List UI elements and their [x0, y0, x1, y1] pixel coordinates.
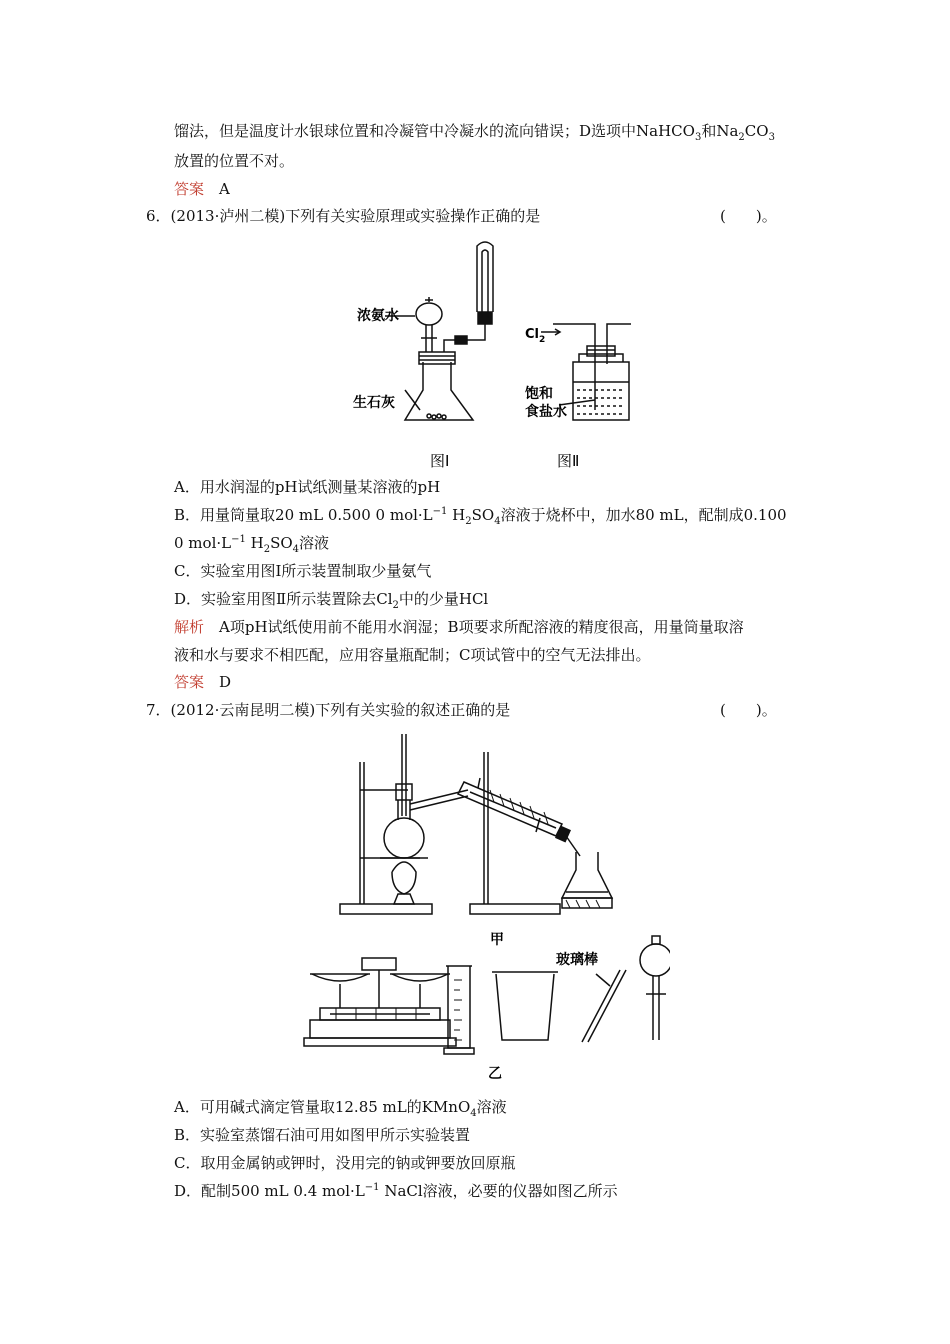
label-glass-rod: 玻璃棒 [556, 952, 598, 968]
q7-answer-paren: ( )。 [720, 701, 777, 719]
q6-option-d: D．实验室用图Ⅱ所示装置除去$Cl_2$中的少量HCl [174, 590, 489, 611]
q6-option-c: C．实验室用图Ⅰ所示装置制取少量氨气 [174, 562, 432, 580]
q6-option-a: A．用水润湿的pH试纸测量某溶液的pH [174, 478, 441, 496]
q7-stem: 7．(2012·云南昆明二模)下列有关实验的叙述正确的是 [146, 701, 511, 719]
analysis-label: 解析 [174, 618, 205, 636]
label-brine-2: 食盐水 [525, 404, 567, 420]
q7-figure-yi [300, 930, 670, 1082]
prev-text-line1: 馏法，但是温度计水银球位置和冷凝管中冷凝水的流向错误；D选项中NaHCO$_3$和$Na_2CO_3$ [174, 122, 775, 143]
q6-figure [345, 240, 645, 475]
answer-label: 答案 [174, 180, 205, 198]
caption-fig1: 图Ⅰ [430, 452, 450, 470]
answer-label: 答案 [174, 673, 205, 691]
q6-option-b-line1: B．用量筒量取20 mL 0.500 0 $mol\cdot L^{-1}$ $H_2SO_4$溶液于烧杯中，加水80 mL，配制成0.100 [174, 506, 787, 527]
q7-option-c: C．取用金属钠或钾时，没用完的钠或钾要放回原瓶 [174, 1154, 516, 1172]
q6-answer-paren: ( )。 [720, 207, 777, 225]
prev-answer: 答案 A [174, 180, 230, 198]
q6-option-b-line2: 0 $mol\cdot L^{-1}$ $H_2SO_4$溶液 [174, 534, 330, 555]
q7-option-d: D．配制500 mL 0.4 $mol\cdot L^{-1}$ NaCl溶液，必要的仪器如图乙所示 [174, 1182, 618, 1200]
caption-fig2: 图Ⅱ [557, 452, 580, 470]
label-brine-1: 饱和 [525, 386, 553, 402]
caption-jia: 甲 [490, 932, 504, 948]
q6-stem: 6．(2013·泸州二模)下列有关实验原理或实验操作正确的是 [146, 207, 541, 225]
label-cl2: $Cl_2$ [525, 327, 546, 345]
q6-analysis-line2: 液和水与要求不相匹配，应用容量瓶配制；C项试管中的空气无法排出。 [174, 646, 651, 664]
label-ammonia: 浓氨水 [357, 308, 399, 324]
label-lime: 生石灰 [353, 395, 395, 411]
prev-text-line2: 放置的位置不对。 [174, 152, 295, 170]
q7-option-b: B．实验室蒸馏石油可用如图甲所示实验装置 [174, 1126, 471, 1144]
q6-answer: 答案 D [174, 673, 232, 691]
caption-yi: 乙 [488, 1066, 502, 1082]
q6-analysis-line1: 解析 A项pH试纸使用前不能用水润湿；B项要求所配溶液的精度很高，用量筒量取溶 [174, 618, 744, 636]
q7-figure-jia [330, 732, 630, 952]
q7-option-a: A．可用碱式滴定管量取12.85 mL的KMnO$_4$溶液 [174, 1098, 507, 1119]
